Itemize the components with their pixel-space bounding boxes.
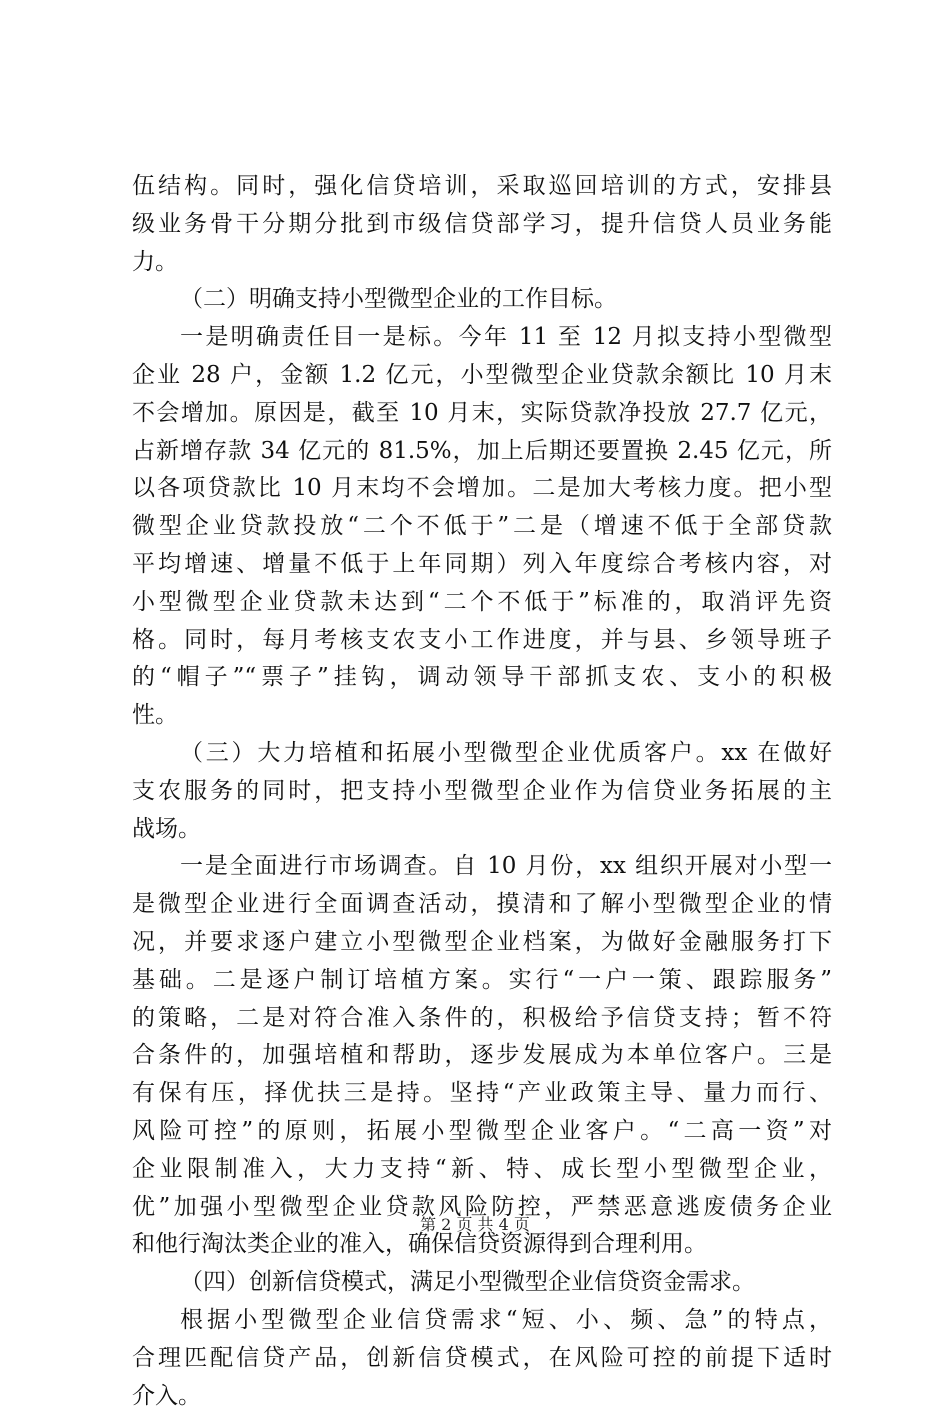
text-line: 的策略，二是对符合准入条件的，积极给予信贷支持；暂不符 xyxy=(132,1000,832,1038)
text-line: 优”加强小型微型企业贷款风险防控，严禁恶意逃废债务企业 xyxy=(132,1189,832,1227)
text-line: 微型企业贷款投放“二个不低于”二是（增速不低于全部贷款 xyxy=(132,508,832,546)
text-line: 伍结构。同时，强化信贷培训，采取巡回培训的方式，安排县 xyxy=(132,168,832,206)
text-line: 平均增速、增量不低于上年同期）列入年度综合考核内容，对 xyxy=(132,546,832,584)
text-line: 况，并要求逐户建立小型微型企业档案，为做好金融服务打下 xyxy=(132,924,832,962)
text-line: 一是明确责任目一是标。今年 11 至 12 月拟支持小型微型 xyxy=(132,319,832,357)
text-line: 以各项贷款比 10 月末均不会增加。二是加大考核力度。把小型 xyxy=(132,470,832,508)
text-line: 和他行淘汰类企业的准入，确保信贷资源得到合理利用。 xyxy=(132,1226,832,1264)
text-line: 支农服务的同时，把支持小型微型企业作为信贷业务拓展的主 xyxy=(132,773,832,811)
text-line: 介入。 xyxy=(132,1378,832,1415)
text-line: 性。 xyxy=(132,697,832,735)
text-line: （二）明确支持小型微型企业的工作目标。 xyxy=(132,281,832,319)
page-footer: 第 2 页 共 4 页 xyxy=(0,1215,950,1235)
text-line: 有保有压，择优扶三是持。坚持“产业政策主导、量力而行、 xyxy=(132,1075,832,1113)
text-line: 基础。二是逐户制订培植方案。实行“一户一策、跟踪服务” xyxy=(132,962,832,1000)
text-line: 战场。 xyxy=(132,811,832,849)
text-line: 小型微型企业贷款未达到“二个不低于”标准的，取消评先资 xyxy=(132,584,832,622)
text-line: 企业限制准入，大力支持“新、特、成长型小型微型企业， xyxy=(132,1151,832,1189)
text-line: 根据小型微型企业信贷需求“短、小、频、急”的特点， xyxy=(132,1302,832,1340)
text-line: 风险可控”的原则，拓展小型微型企业客户。“二高一资”对 xyxy=(132,1113,832,1151)
text-line: 合理匹配信贷产品，创新信贷模式，在风险可控的前提下适时 xyxy=(132,1340,832,1378)
text-line: 力。 xyxy=(132,244,832,282)
text-line: （三）大力培植和拓展小型微型企业优质客户。xx 在做好 xyxy=(132,735,832,773)
text-line: 企业 28 户，金额 1.2 亿元，小型微型企业贷款余额比 10 月末 xyxy=(132,357,832,395)
text-line: 一是全面进行市场调查。自 10 月份，xx 组织开展对小型一 xyxy=(132,848,832,886)
text-line: 级业务骨干分期分批到市级信贷部学习，提升信贷人员业务能 xyxy=(132,206,832,244)
text-line: 占新增存款 34 亿元的 81.5%，加上后期还要置换 2.45 亿元，所 xyxy=(132,433,832,471)
text-line: 的“帽子”“票子”挂钩，调动领导干部抓支农、支小的积极 xyxy=(132,659,832,697)
text-line: 是微型企业进行全面调查活动，摸清和了解小型微型企业的情 xyxy=(132,886,832,924)
text-line: 不会增加。原因是，截至 10 月末，实际贷款净投放 27.7 亿元， xyxy=(132,395,832,433)
text-line: （四）创新信贷模式，满足小型微型企业信贷资金需求。 xyxy=(132,1264,832,1302)
text-line: 合条件的，加强培植和帮助，逐步发展成为本单位客户。三是 xyxy=(132,1037,832,1075)
text-line: 格。同时，每月考核支农支小工作进度，并与县、乡领导班子 xyxy=(132,622,832,660)
